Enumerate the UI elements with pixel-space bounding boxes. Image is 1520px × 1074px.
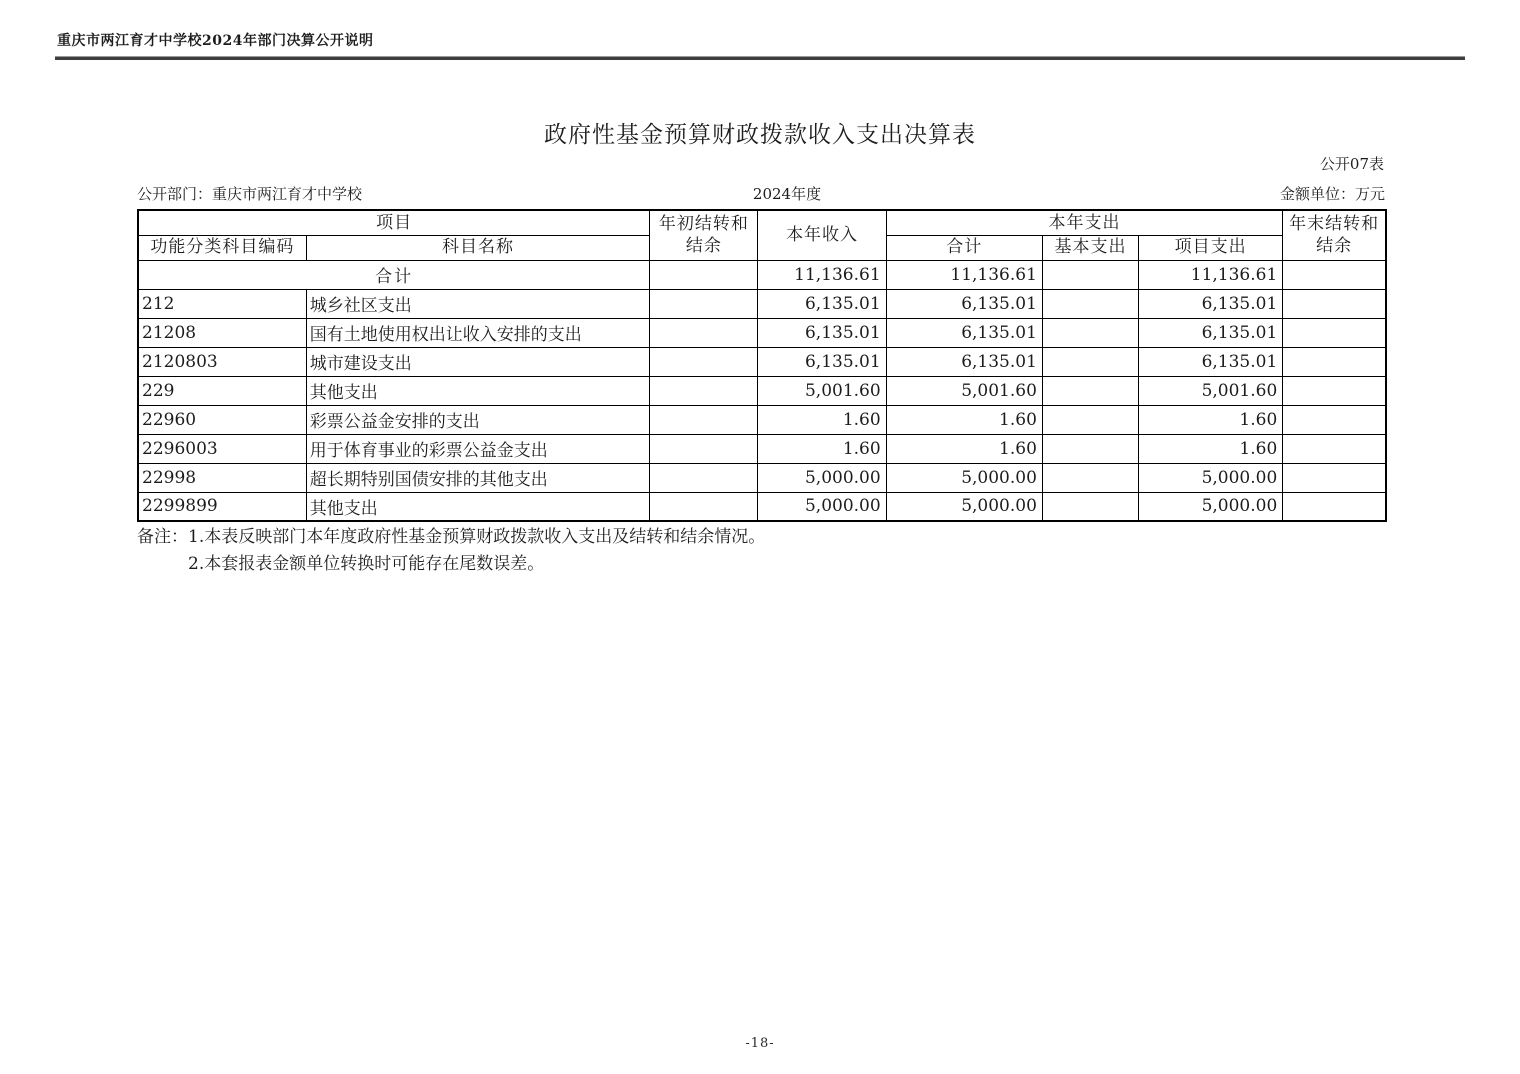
col-header-end-year-balance: 年末结转和结余 (1283, 210, 1386, 260)
table-row (138, 376, 1386, 405)
table-row (138, 318, 1386, 347)
cell-end-balance (1283, 434, 1386, 463)
cell-function-code: 22960 (138, 405, 306, 434)
cell-function-code: 2120803 (138, 347, 306, 376)
cell-end-balance (1283, 318, 1386, 347)
cell-basic-expense (1042, 376, 1138, 405)
cell-basic-expense (1042, 434, 1138, 463)
cell-subject-name: 彩票公益金安排的支出 (306, 405, 650, 434)
col-header-basic-expense: 基本支出 (1042, 235, 1138, 260)
cell-begin-balance (650, 463, 758, 492)
table-code-label: 公开07表 (1319, 155, 1384, 173)
table-row (138, 434, 1386, 463)
cell-income: 5,000.00 (758, 492, 886, 521)
cell-project-expense: 5,000.00 (1139, 463, 1283, 492)
notes-label: 备注： (137, 527, 188, 547)
cell-basic-expense (1042, 405, 1138, 434)
fund-budget-table (137, 209, 1387, 522)
cell-income: 6,135.01 (758, 347, 886, 376)
table-row (138, 492, 1386, 521)
table-row (138, 289, 1386, 318)
cell-function-code: 229 (138, 376, 306, 405)
table-row (138, 347, 1386, 376)
col-header-project-expense: 项目支出 (1139, 235, 1283, 260)
col-header-function-code: 功能分类科目编码 (138, 235, 306, 260)
cell-project-expense: 6,135.01 (1139, 318, 1283, 347)
cell-income: 6,135.01 (758, 318, 886, 347)
department-label: 公开部门：重庆市两江育才中学校 (137, 185, 363, 203)
cell-basic-expense (1042, 289, 1138, 318)
total-end-balance (1283, 260, 1386, 289)
cell-function-code: 21208 (138, 318, 306, 347)
cell-income: 1.60 (758, 405, 886, 434)
cell-function-code: 2299899 (138, 492, 306, 521)
total-row (138, 260, 1386, 289)
cell-begin-balance (650, 492, 758, 521)
col-header-begin-year-balance: 年初结转和结余 (650, 210, 758, 260)
page-title: 政府性基金预算财政拨款收入支出决算表 (544, 122, 976, 148)
cell-basic-expense (1042, 492, 1138, 521)
cell-project-expense: 6,135.01 (1139, 347, 1283, 376)
cell-project-expense: 5,000.00 (1139, 492, 1283, 521)
notes-lines (188, 524, 765, 578)
col-header-current-year-expense: 本年支出 (886, 210, 1283, 235)
cell-function-code: 212 (138, 289, 306, 318)
total-expense-total: 11,136.61 (886, 260, 1042, 289)
table-row (138, 405, 1386, 434)
cell-expense-total: 5,000.00 (886, 463, 1042, 492)
cell-begin-balance (650, 318, 758, 347)
cell-income: 5,000.00 (758, 463, 886, 492)
cell-expense-total: 6,135.01 (886, 289, 1042, 318)
cell-begin-balance (650, 434, 758, 463)
cell-expense-total: 6,135.01 (886, 347, 1042, 376)
cell-income: 5,001.60 (758, 376, 886, 405)
cell-subject-name: 超长期特别国债安排的其他支出 (306, 463, 650, 492)
cell-expense-total: 5,001.60 (886, 376, 1042, 405)
cell-subject-name: 其他支出 (306, 376, 650, 405)
cell-begin-balance (650, 289, 758, 318)
cell-expense-total: 5,000.00 (886, 492, 1042, 521)
total-project-expense: 11,136.61 (1139, 260, 1283, 289)
cell-function-code: 2296003 (138, 434, 306, 463)
fiscal-year-label: 2024年度 (752, 185, 822, 203)
cell-subject-name: 国有土地使用权出让收入安排的支出 (306, 318, 650, 347)
page-number: -18- (745, 1036, 775, 1051)
cell-project-expense: 5,001.60 (1139, 376, 1283, 405)
cell-basic-expense (1042, 318, 1138, 347)
total-basic-expense (1042, 260, 1138, 289)
note-line-1: 1.本表反映部门本年度政府性基金预算财政拨款收入支出及结转和结余情况。 (188, 527, 766, 547)
cell-end-balance (1283, 376, 1386, 405)
cell-expense-total: 6,135.01 (886, 318, 1042, 347)
col-header-item-group: 项目 (138, 210, 650, 235)
cell-income: 1.60 (758, 434, 886, 463)
amount-unit-label: 金额单位：万元 (1279, 185, 1385, 203)
cell-begin-balance (650, 405, 758, 434)
total-begin-balance (650, 260, 758, 289)
notes-block (137, 524, 765, 578)
table-row (138, 463, 1386, 492)
document-header: 重庆市两江育才中学校2024年部门决算公开说明 (57, 33, 374, 49)
col-header-expense-total: 合计 (886, 235, 1042, 260)
col-header-current-year-income: 本年收入 (758, 210, 886, 260)
cell-income: 6,135.01 (758, 289, 886, 318)
cell-expense-total: 1.60 (886, 434, 1042, 463)
cell-subject-name: 其他支出 (306, 492, 650, 521)
cell-subject-name: 用于体育事业的彩票公益金支出 (306, 434, 650, 463)
cell-project-expense: 1.60 (1139, 434, 1283, 463)
cell-end-balance (1283, 347, 1386, 376)
cell-function-code: 22998 (138, 463, 306, 492)
cell-subject-name: 城市建设支出 (306, 347, 650, 376)
cell-expense-total: 1.60 (886, 405, 1042, 434)
cell-basic-expense (1042, 463, 1138, 492)
total-income: 11,136.61 (758, 260, 886, 289)
note-line-2: 2.本套报表金额单位转换时可能存在尾数误差。 (188, 554, 545, 574)
cell-begin-balance (650, 376, 758, 405)
cell-subject-name: 城乡社区支出 (306, 289, 650, 318)
cell-end-balance (1283, 405, 1386, 434)
cell-end-balance (1283, 289, 1386, 318)
col-header-subject-name: 科目名称 (306, 235, 650, 260)
cell-project-expense: 1.60 (1139, 405, 1283, 434)
total-row-label: 合计 (138, 260, 650, 289)
cell-end-balance (1283, 463, 1386, 492)
cell-begin-balance (650, 347, 758, 376)
cell-basic-expense (1042, 347, 1138, 376)
cell-end-balance (1283, 492, 1386, 521)
header-row-1 (138, 210, 1386, 235)
cell-project-expense: 6,135.01 (1139, 289, 1283, 318)
header-divider (55, 56, 1465, 60)
